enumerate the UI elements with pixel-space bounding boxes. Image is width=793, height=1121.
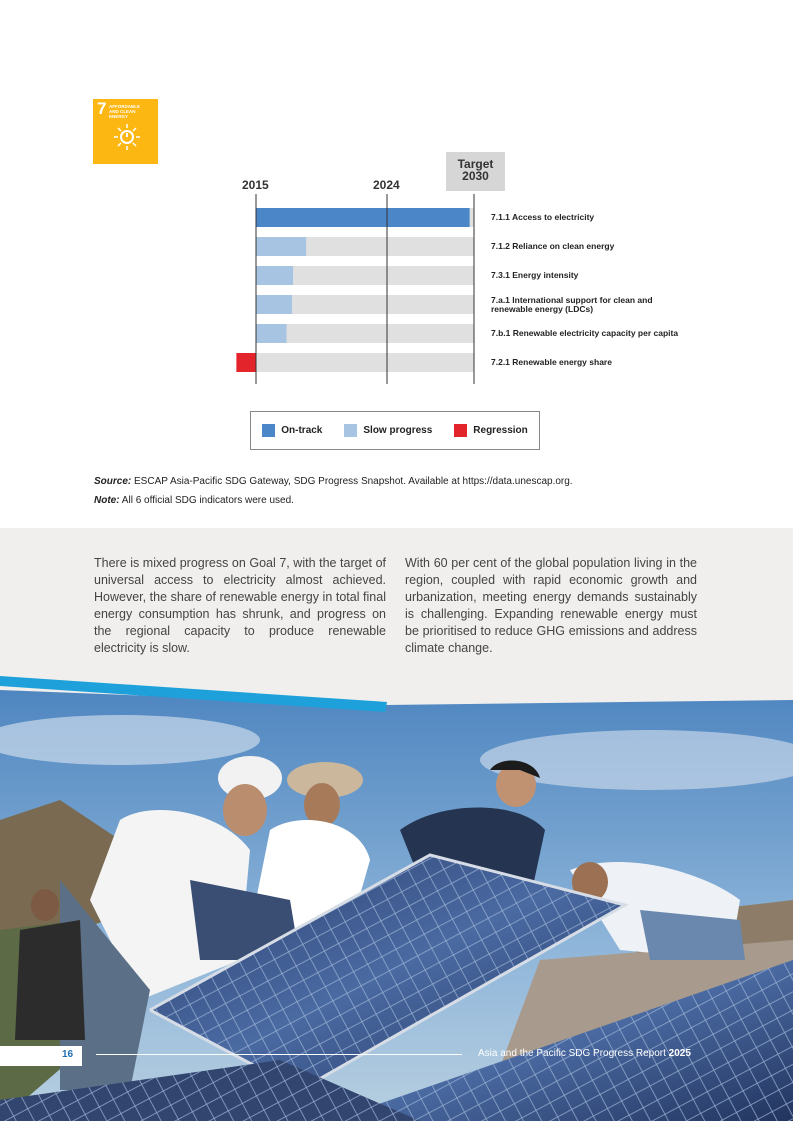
indicator-label: 7.3.1 Energy intensity [491, 270, 579, 280]
indicator-label: 7.a.1 International support for clean and renewable energy (LDCs) [491, 294, 653, 314]
note-text: All 6 official SDG indicators were used. [121, 495, 294, 506]
page-number: 16 [62, 1049, 74, 1060]
footer-report-title [478, 1048, 691, 1059]
source-label: Source: [94, 476, 132, 487]
target-label-line2: 2030 [462, 169, 489, 183]
source-text: ESCAP Asia-Pacific SDG Gateway, SDG Progress Snapshot. Available at https://data.unescap.org. [134, 476, 573, 487]
target-label-line1: Target [457, 157, 494, 171]
indicator-label: 7.2.1 Renewable energy share [491, 357, 612, 367]
sdg-number: 7 [97, 99, 107, 118]
chart-start-year: 2015 [242, 178, 269, 192]
footer-rule [96, 1054, 462, 1055]
report-title: Asia and the Pacific SDG Progress Report [478, 1048, 666, 1059]
paragraph-right: With 60 per cent of the global population living in the region, coupled with rapid economic growth and urbanization, meeting energy demands sustainably is challenging. Expanding renewable energy must be prioritised to reduce GHG emissions and address climate change. [405, 556, 697, 655]
indicator-label: 7.1.1 Access to electricity [491, 212, 595, 222]
indicator-label: 7.1.2 Reliance on clean energy [491, 241, 615, 251]
report-year: 2025 [668, 1048, 691, 1059]
sdg-title: AFFORDABLE AND CLEAN ENERGY [109, 104, 140, 119]
chart-mid-year: 2024 [373, 178, 400, 192]
legend-label-on-track: On-track [281, 425, 323, 436]
paragraph-left: There is mixed progress on Goal 7, with the target of universal access to electricity almost achieved. However, the share of renewable energy in total final energy consumption has shrunk, and progress on the regional capacity to produce renewable electricity is slow. [94, 556, 386, 655]
note-label: Note: [94, 495, 120, 506]
indicator-label: 7.b.1 Renewable electricity capacity per capita [491, 328, 679, 338]
legend-label-slow-progress: Slow progress [363, 425, 433, 436]
legend-label-regression: Regression [473, 425, 528, 436]
